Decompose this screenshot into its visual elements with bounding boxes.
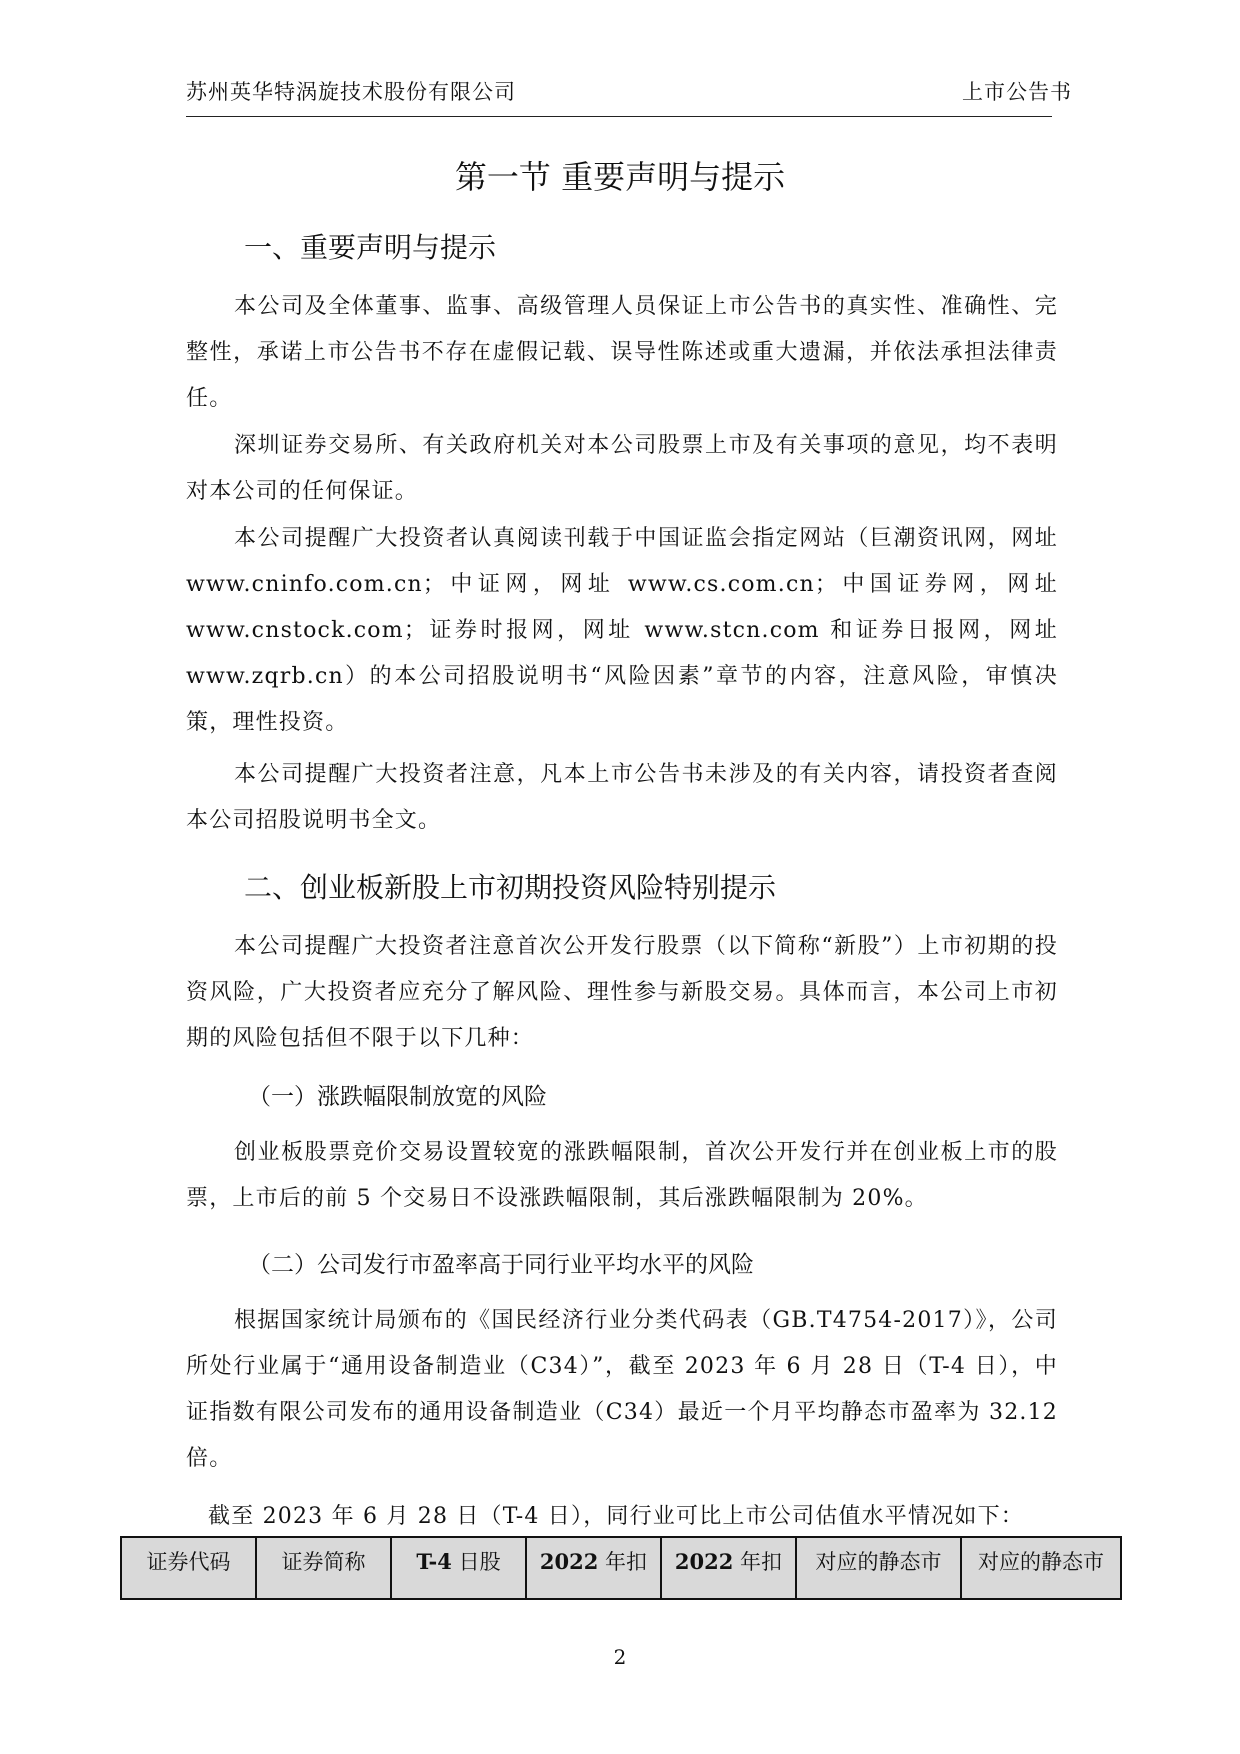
table-header-security-name: 证券简称 [256,1537,391,1599]
table-header-t4-price-rest: 日股 [451,1550,501,1574]
paragraph-statement-1: 本公司及全体董事、监事、高级管理人员保证上市公告书的真实性、准确性、完整性，承诺上市公告书不存在虚假记载、误导性陈述或重大遗漏，并依法承担法律责任。 [186,294,1058,411]
paragraph-risk-intro: 本公司提醒广大投资者注意首次公开发行股票（以下简称“新股”）上市初期的投资风险，广大投资者应充分了解风险、理性参与新股交易。具体而言，本公司上市初期的风险包括但不限于以下几种： [186,934,1058,1051]
table-header-2022-eps-a-bold: 2022 [539,1549,599,1574]
paragraph-statement-2: 深圳证券交易所、有关政府机关对本公司股票上市及有关事项的意见，均不表明对本公司的任何保证。 [186,433,1058,504]
valuation-table [120,1536,1120,1600]
paragraph-pe-ratio-risk: 根据国家统计局颁布的《国民经济行业分类代码表（GB.T4754-2017）》，公司所处行业属于“通用设备制造业（C34）”，截至 2023 年 6 月 28 日（T-4 日），中证指数有限公司发布的通用设备制造业（C34）最近一个月平均静态市盈率为 32.12 倍。 [186,1308,1058,1471]
heading-important-statement: 一、重要声明与提示 [244,231,497,264]
paragraph-price-limit-risk: 创业板股票竞价交易设置较宽的涨跌幅限制，首次公开发行并在创业板上市的股票，上市后的前 5 个交易日不设涨跌幅限制，其后涨跌幅限制为 20%。 [186,1140,1058,1211]
table-header-2022-eps-a-rest: 年扣 [598,1550,648,1574]
heading-risk-notice: 二、创业板新股上市初期投资风险特别提示 [244,871,777,904]
table-header-static-pe-a: 对应的静态市 [796,1537,961,1599]
table-header-t4-price [391,1537,526,1599]
page-number: 2 [613,1645,627,1669]
section-title: 第一节 重要声明与提示 [454,158,786,196]
table-header-security-code: 证券代码 [121,1537,256,1599]
table-header-2022-eps-b-bold: 2022 [674,1549,734,1574]
table-intro-text: 截至 2023 年 6 月 28 日（T-4 日），同行业可比上市公司估值水平情况如下： [208,1504,1025,1529]
table-header-2022-eps-b-rest: 年扣 [733,1550,783,1574]
header-rule [186,116,1052,117]
table-header-2022-eps-b [661,1537,796,1599]
table-header-static-pe-b: 对应的静态市 [961,1537,1121,1599]
table-header-row [121,1537,1121,1599]
table-header-t4-price-bold: T-4 [416,1549,452,1574]
header-company-name: 苏州英华特涡旋技术股份有限公司 [186,80,516,104]
header-document-type: 上市公告书 [962,80,1072,104]
table-header-2022-eps-a [526,1537,661,1599]
paragraph-statement-4: 本公司提醒广大投资者注意，凡本上市公告书未涉及的有关内容，请投资者查阅本公司招股说明书全文。 [186,762,1058,833]
heading-price-limit-risk: （一）涨跌幅限制放宽的风险 [248,1084,547,1110]
paragraph-statement-3: 本公司提醒广大投资者认真阅读刊载于中国证监会指定网站（巨潮资讯网，网址 www.cninfo.com.cn；中证网，网址 www.cs.com.cn；中国证券网，网址 www.cnstock.com；证券时报网，网址 www.stcn.com 和证券日报网，网址 www.zqrb.cn）的本公司招股说明书“风险因素”章节的内容，注意风险，审慎决策，理性投资。 [186,526,1058,735]
heading-pe-ratio-risk: （二）公司发行市盈率高于同行业平均水平的风险 [248,1252,754,1278]
